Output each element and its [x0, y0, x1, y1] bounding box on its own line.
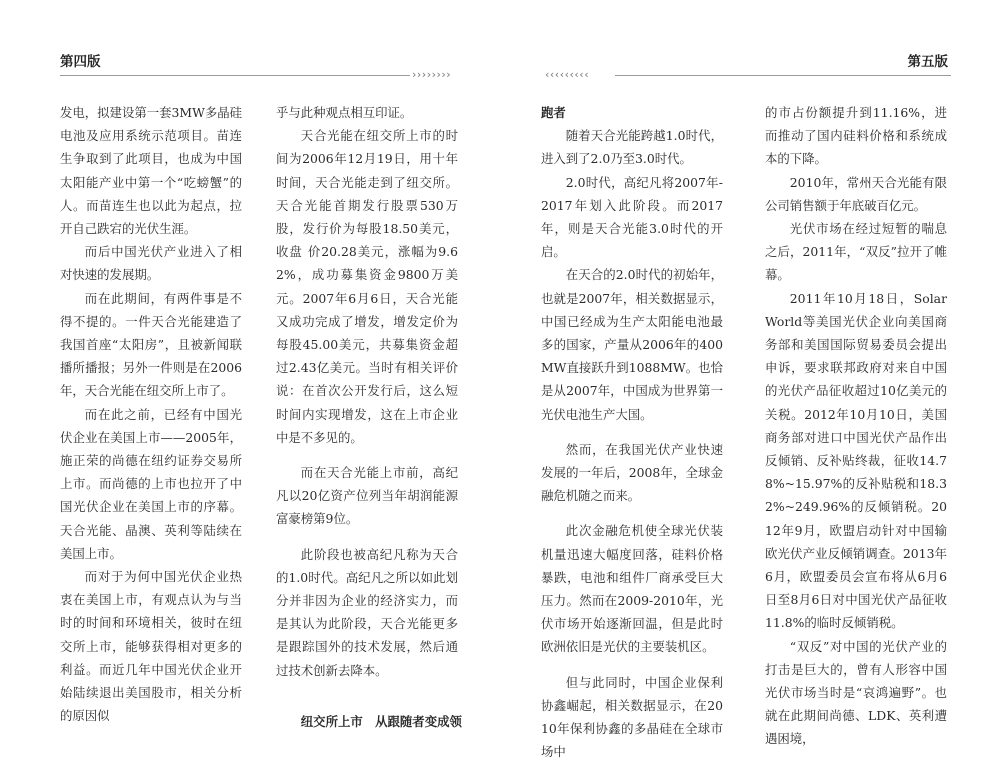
left-header-rule [60, 75, 410, 76]
paragraph: 但与此同时，中国企业保利协鑫崛起，相关数据显示，在2010年保利协鑫的多晶硅在全球市场中 [541, 674, 723, 760]
paragraph: 然而，在我国光伏产业快速发展的一年后，2008年，全球金融危机随之而来。 [541, 441, 723, 504]
left-page [0, 0, 500, 729]
paragraph: 此阶段也被高纪凡称为天合的1.0时代。高纪凡之所以如此划分并非因为企业的经济实力，而是其认为此阶段，天合光能更多是跟踪国外的技术发展，然后通过技术创新去降本。 [276, 546, 458, 678]
paragraph: 乎与此种观点相互印证。 [276, 105, 413, 120]
left-column-1 [60, 101, 242, 724]
paragraph: 而在此期间，有两件事是不得不提的。一件天合光能建造了我国首座“太阳房”，且被新闻联播所播报；另外一件则是在2006年，天合光能在纽交所上市了。 [60, 290, 242, 399]
chevron-left-icon: ‹‹‹‹‹‹‹‹‹ [545, 68, 590, 81]
paragraph: 在天合的2.0时代的初始年，也就是2007年，相关数据显示，中国已经成为生产太阳能电池最多的国家，产量从2006年的400MW直接跃升到1088MW。也恰是从2007年，中国成为世界第一光伏电池生产大国。 [541, 267, 723, 422]
right-header-rule [615, 75, 951, 76]
right-page [500, 0, 1000, 760]
paragraph: 而在此之前，已经有中国光伏企业在美国上市——2005年，施正荣的尚德在纽约证券交易所上市。而尚德的上市也拉开了中国光伏企业在美国上市的序幕。天合光能、晶澳、英利等陆续在美国上市。 [60, 406, 242, 561]
paragraph: 天合光能在纽交所上市的时间为2006年12月19日，用十年时间，天合光能走到了纽交所。天合光能首期发行股票530万股，发行价为每股18.50美元，收盘 价20.28美元，涨幅为9.62%，成功募集资金9800万美元。2007年6月6日，天合光能又成功完成了增发，增发定价为每股45.00美元，共募集资金超过2.43亿美元。当时有相关评价说：在首次公开发行后，这么短时间内实现增发，这在上市企业中是不多见的。 [276, 128, 458, 445]
paragraph: 2.0时代，高纪凡将2007年-2017年划入此阶段。而2017年，则是天合光能3.0时代的开启。 [541, 174, 723, 260]
right-page-label: 第五版 [907, 54, 948, 70]
paragraph: “双反”对中国的光伏产业的打击是巨大的，曾有人形容中国光伏市场当时是“哀鸿遍野”。也就在此期间尚德、LDK、英利遭遇困境， [765, 638, 947, 747]
paragraph: 而在天合光能上市前，高纪凡以20亿资产位列当年胡润能源富豪榜第9位。 [276, 465, 458, 527]
paragraph: 此次金融危机使全球光伏装机量迅速大幅度回落，硅料价格暴跌，电池和组件厂商承受巨大压力。然而在2009-2010年，光伏市场开始逐渐回温，但是此时欧洲依旧是光伏的主要装机区。 [541, 523, 723, 655]
paragraph: 随着天合光能跨越1.0时代，进入到了2.0乃至3.0时代。 [541, 128, 723, 167]
paragraph: 而后中国光伏产业进入了相对快速的发展期。 [60, 244, 242, 283]
right-column-1 [541, 101, 723, 760]
section-subheading: 纽交所上市 从跟随者变成领 [300, 713, 462, 729]
chevron-right-icon: ›››››››› [412, 68, 452, 81]
paragraph: 发电，拟建设第一套3MW多晶硅电池及应用系统示范项目。苗连生争取到了此项目，也成为中国太阳能产业中第一个“吃螃蟹”的人。而苗连生也以此为起点，拉开自己跌宕的光伏生涯。 [60, 105, 242, 237]
left-column-2 [276, 101, 462, 729]
paragraph: 的市占份额提升到11.16%，进而推动了国内硅料价格和系统成本的下降。 [765, 105, 947, 167]
paragraph: 光伏市场在经过短暂的喘息之后，2011年，“双反”拉开了帷幕。 [765, 221, 947, 283]
section-subheading-continued: 跑者 [541, 105, 566, 120]
paragraph: 2011年10月18日，SolarWorld等美国光伏企业向美国商务部和美国国际贸易委员会提出申诉，要求联邦政府对来自中国的光伏产品征收超过10亿美元的关税。2012年10月10日，美国商务部对进口中国光伏产品作出反倾销、反补贴终裁，征收14.78%~15.97%的反补贴税和18.32%~249.96%的反倾销税。2012年9月，欧盟启动针对中国输欧光伏产业反倾销调查。2013年6月，欧盟委员会宣布将从6月6日至8月6日对中国光伏产品征收11.8%的临时反倾销税。 [765, 290, 947, 631]
right-column-2 [765, 101, 947, 747]
paragraph: 而对于为何中国光伏企业热衷在美国上市，有观点认为与当时的时间和环境相关，彼时在纽交所上市，能够获得相对更多的利益。而近几年中国光伏企业开始陆续退出美国股市，相关分析的原因似 [60, 569, 242, 724]
left-page-label: 第四版 [60, 54, 101, 70]
paragraph: 2010年，常州天合光能有限公司销售额于年底破百亿元。 [765, 174, 947, 213]
